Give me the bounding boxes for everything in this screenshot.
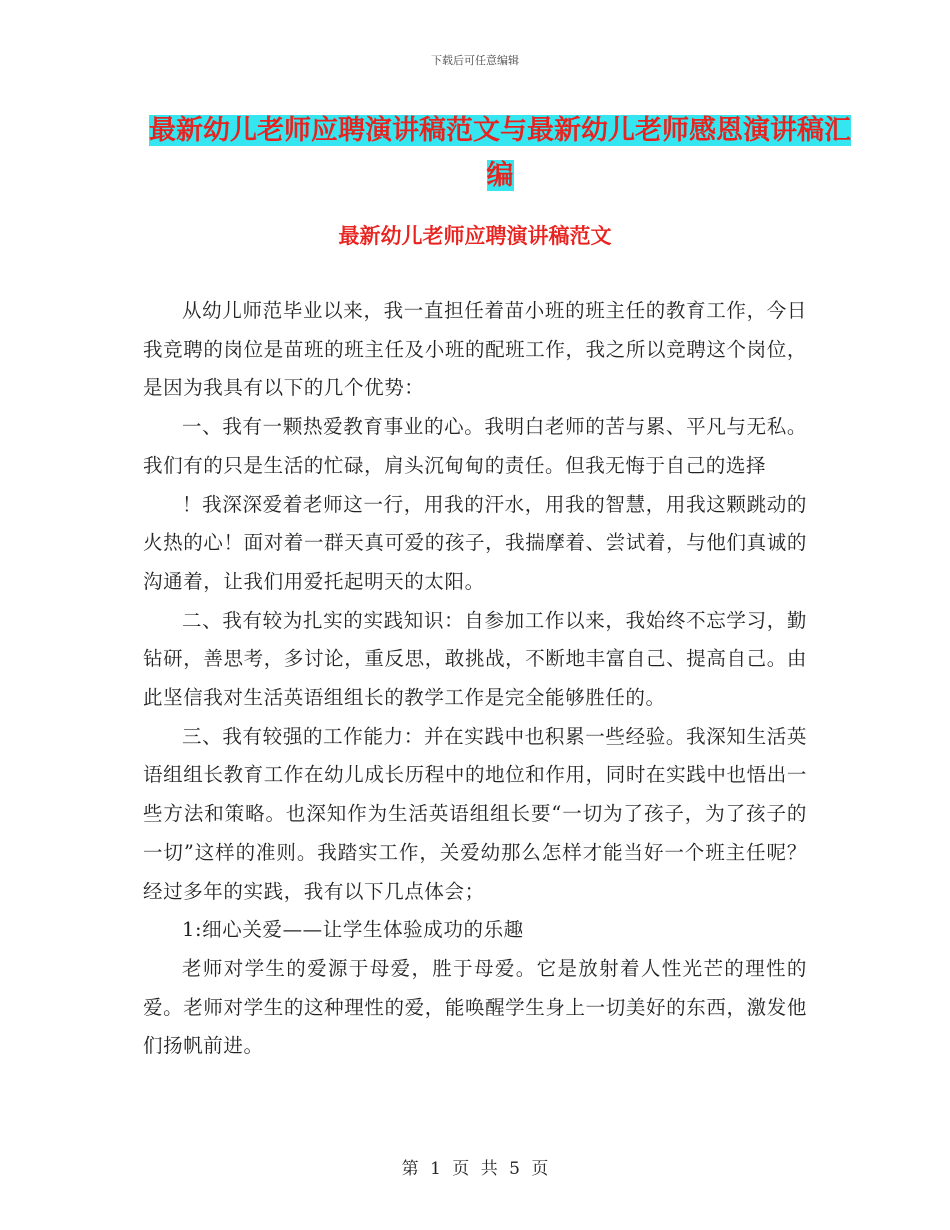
document-body — [143, 292, 807, 1066]
paragraph: 三、我有较强的工作能力：并在实践中也积累一些经验。我深知生活英语组组长教育工作在幼儿成长历程中的地位和作用，同时在实践中也悟出一些方法和策略。也深知作为生活英语组组长要“一切为了孩子，为了孩子的一切”这样的准则。我踏实工作，关爱幼那么怎样才能当好一个班主任呢？经过多年的实践，我有以下几点体会； — [143, 724, 807, 903]
paragraph: 从幼儿师范毕业以来，我一直担任着苗小班的班主任的教育工作，今日我竞聘的岗位是苗班的班主任及小班的配班工作，我之所以竞聘这个岗位，是因为我具有以下的几个优势： — [143, 299, 807, 400]
document-title-text: 最新幼儿老师应聘演讲稿范文与最新幼儿老师感恩演讲稿汇编 — [149, 115, 851, 191]
paragraph: 1:细心关爱——让学生体验成功的乐趣 — [182, 918, 524, 942]
paragraph: ！我深深爱着老师这一行，用我的汗水，用我的智慧，用我这颗跳动的火热的心！面对着一群天真可爱的孩子，我揣摩着、尝试着，与他们真诚的沟通着，让我们用爱托起明天的太阳。 — [143, 492, 807, 593]
page-header-note: 下载后可任意编辑 — [431, 54, 519, 67]
section-title: 最新幼儿老师应聘演讲稿范文 — [338, 224, 612, 248]
page-number: 第 1 页 共 5 页 — [401, 1159, 549, 1179]
document-title — [140, 108, 860, 198]
paragraph: 老师对学生的爱源于母爱，胜于母爱。它是放射着人性光芒的理性的爱。老师对学生的这种理性的爱，能唤醒学生身上一切美好的东西，激发他们扬帆前进。 — [143, 956, 807, 1058]
paragraph: 一、我有一颗热爱教育事业的心。我明白老师的苦与累、平凡与无私。我们有的只是生活的忙碌，肩头沉甸甸的责任。但我无悔于自己的选择 — [143, 415, 807, 477]
paragraph: 二、我有较为扎实的实践知识：自参加工作以来，我始终不忘学习，勤钻研，善思考，多讨论，重反思，敢挑战，不断地丰富自己、提高自己。由此坚信我对生活英语组组长的教学工作是完全能够胜任的。 — [143, 608, 807, 710]
